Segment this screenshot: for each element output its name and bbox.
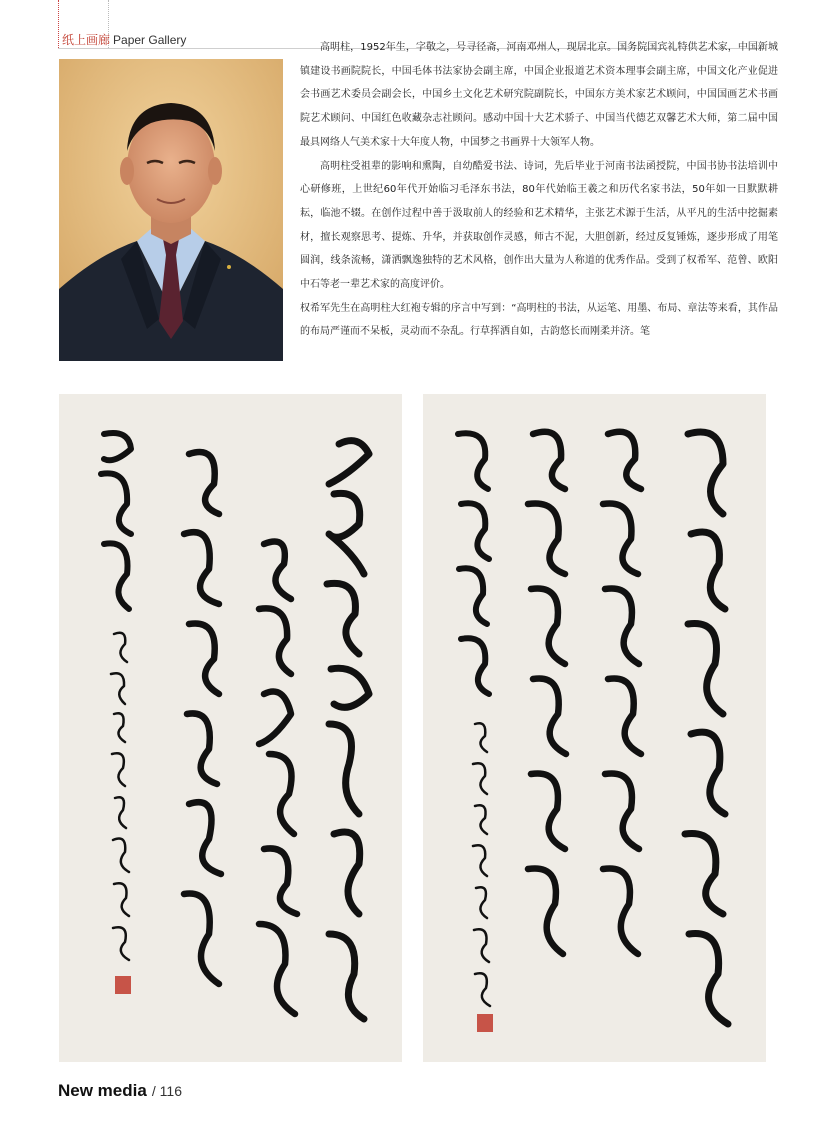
bio-paragraph-3: 权希军先生在高明柱大红袍专辑的序言中写到：“高明柱的书法，从运笔、用墨、布局、章法等来看，其作品的布局严谨而不呆板，灵动而不杂乱。行草挥洒自如，古韵悠长而刚柔并济。笔: [300, 302, 778, 338]
calligraphy-artwork-left: [59, 394, 402, 1062]
page-footer: [58, 1081, 182, 1101]
section-title-en: Paper Gallery: [113, 33, 187, 47]
section-title: [62, 31, 186, 48]
magazine-brand: New media: [58, 1081, 147, 1100]
calligraphy-artwork-right: [423, 394, 766, 1062]
bio-paragraph-2: 高明柱受祖辈的影响和熏陶，自幼酷爱书法、诗词，先后毕业于河南书法函授院，中国书协书法培训中心研修班，上世纪60年代开始临习毛泽东书法，80年代始临王羲之和历代名家书法，50年如一日默默耕耘，临池不辍。在创作过程中善于汲取前人的经验和艺术精华，主张艺术源于生活，从平凡的生活中挖掘素材，擅长观察思考、提炼、升华，并获取创作灵感，师古不泥，大胆创新，经过反复锤炼，逐步形成了用笔圆润，线条流畅，潇洒飘逸独特的艺术风格，创作出大量为人称道的优秀作品。受到了权希军、范曾、欧阳中石等老一辈艺术家的高度评价。: [300, 160, 778, 291]
artist-portrait: [59, 59, 283, 361]
section-title-zh: 纸上画廊: [62, 33, 111, 47]
artist-biography: [300, 36, 778, 344]
bio-paragraph-1: 高明柱，1952年生，字敬之，号寻径斋，河南邓州人，现居北京。国务院国宾礼特供艺术家，中国新城镇建设书画院院长，中国毛体书法家协会副主席，中国企业报道艺术资本理事会副主席，中国文化产业促进会书画艺术委员会副会长，中国乡土文化艺术研究院副院长，中国东方美术家艺术顾问，中国国画艺术书画院艺术顾问、中国红色收藏杂志社顾问。感动中国十大艺术骄子、中国当代德艺双馨艺术大师，第二届中国最具网络人气美术家十大年度人物，中国梦之书画界十大领军人物。: [300, 42, 778, 148]
header-divider-left: [58, 0, 59, 48]
page-number: / 116: [151, 1083, 183, 1099]
